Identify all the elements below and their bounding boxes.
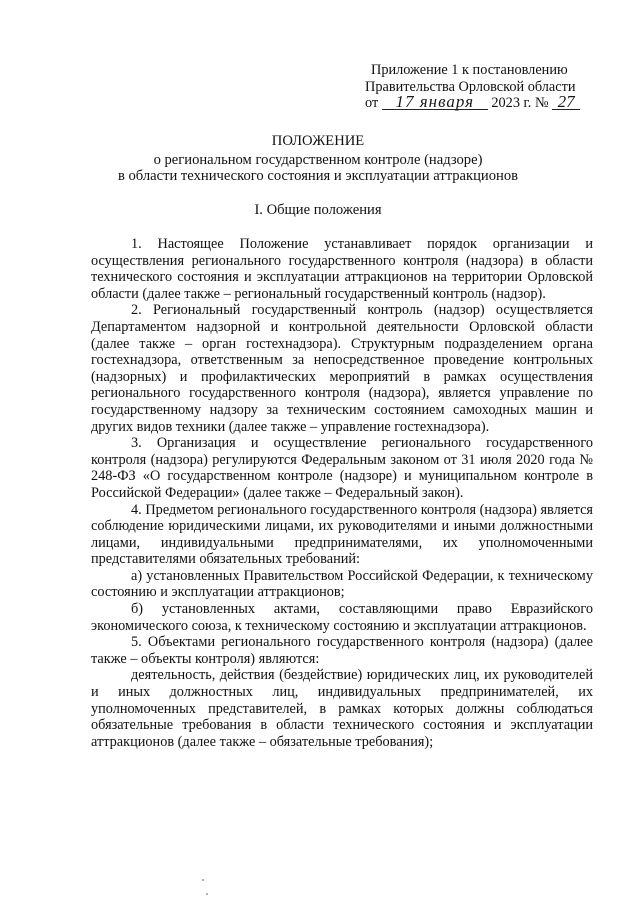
title-line-2: о региональном государственном контроле (надзоре)	[153, 151, 483, 168]
appendix-prefix: от	[365, 95, 379, 111]
handwritten-number: 27	[552, 95, 580, 110]
title-line-3: в области технического состояния и эксплуатации аттракционов	[117, 168, 519, 184]
section-heading: I. Общие положения	[254, 202, 382, 218]
title-heading: ПОЛОЖЕНИЕ	[271, 133, 365, 149]
paragraph-4: 4. Предметом регионального государственного контроля (надзора) является соблюдение юридическими лицами, их руководителями и иными должностными лицами, индивидуальными предпринимателями, их уполномоченными представителями обязательных требований:	[91, 501, 593, 568]
appendix-line-2: Правительства Орловской области	[365, 78, 576, 95]
appendix-line-1: Приложение 1 к постановлению	[371, 62, 568, 78]
scan-speck	[202, 879, 204, 881]
paragraph-4a: а) установленных Правительством Российской Федерации, к техническому состоянию и эксплуатации аттракционов;	[91, 567, 593, 601]
handwritten-date: 17 января	[382, 95, 488, 110]
paragraph-2: 2. Региональный государственный контроль (надзор) осуществляется Департаментом надзорной и контрольной деятельности Орловской области (далее также – орган гостехнадзора). Структурным подразделением органа гостехнадзора, ответственным за непосредственное проведение контрольных (надзорных) и профилактических мероприятий в рамках осуществления регионального государственного контроля (надзора), является управление по государственному надзору за техническим состоянием самоходных машин и других видов техники (далее также – управление гостехнадзора).	[91, 302, 593, 435]
paragraph-1: 1. Настоящее Положение устанавливает порядок организации и осуществления регионального государственного контроля (надзора) в области технического состояния и эксплуатации аттракционов на территории Орловской области (далее также – региональный государственный контроль (надзор).	[91, 236, 593, 302]
scan-speck	[206, 893, 208, 895]
paragraph-5: 5. Объектами регионального государственного контроля (надзора) (далее также – объекты контроля) являются:	[91, 634, 593, 667]
document-title	[0, 133, 636, 185]
appendix-line-3	[365, 92, 595, 112]
document-body	[91, 236, 593, 750]
appendix-year: 2023 г. №	[491, 95, 549, 111]
paragraph-5-item: деятельность, действия (бездействие) юридических лиц, их руководителей и иных должностных лиц, индивидуальных предпринимателей, их уполномоченных представителей, в рамках которых должны соблюдаться обязательные требования в области технического состояния и эксплуатации аттракционов (далее также – обязательные требования);	[91, 667, 593, 750]
paragraph-4b: б) установленных актами, составляющими право Евразийского экономического союза, к техническому состоянию и эксплуатации аттракционов.	[91, 601, 593, 634]
paragraph-3: 3. Организация и осуществление регионального государственного контроля (надзора) регулируются Федеральным законом от 31 июля 2020 года № 248-ФЗ «О государственном контроле (надзоре) и муниципальном контроле в Российской Федерации» (далее также – Федеральный закон).	[91, 435, 593, 501]
appendix-block	[365, 62, 595, 112]
